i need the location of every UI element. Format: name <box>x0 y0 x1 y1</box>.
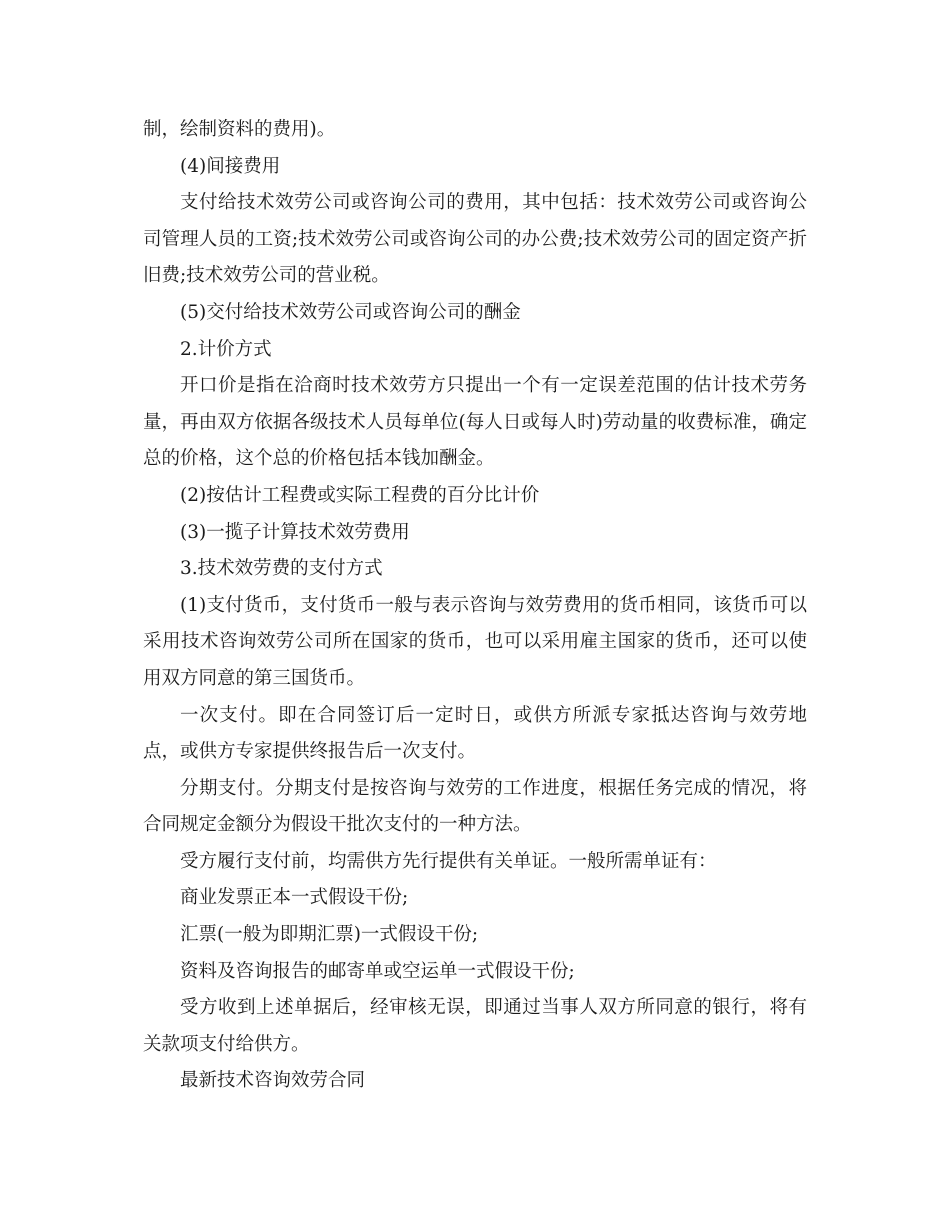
paragraph-remuneration-heading: (5)交付给技术效劳公司或咨询公司的酬金 <box>180 301 521 323</box>
paragraph-bank-payment: 受方收到上述单据后，经审核无误，即通过当事人双方所同意的银行，将有关款项支付给供方。 <box>143 997 807 1055</box>
document-body <box>143 112 807 1100</box>
paragraph-indirect-cost-detail: 支付给技术效劳公司或咨询公司的费用，其中包括：技术效劳公司或咨询公司管理人员的工资;技术效劳公司或咨询公司的办公费;技术效劳公司的固定资产折旧费;技术效劳公司的营业税。 <box>143 192 807 287</box>
paragraph-documents-required: 受方履行支付前，均需供方先行提供有关单证。一般所需单证有： <box>180 850 717 872</box>
paragraph-open-price: 开口价是指在洽商时技术效劳方只提出一个有一定误差范围的估计技术劳务量，再由双方依据各级技术人员每单位(每人日或每人时)劳动量的收费标准，确定总的价格，这个总的价格包括本钱加酬金。 <box>143 375 807 470</box>
paragraph-closing-title: 最新技术咨询效劳合同 <box>180 1070 366 1092</box>
paragraph-payment-currency: (1)支付货币，支付货币一般与表示咨询与效劳费用的货币相同，该货币可以采用技术咨询效劳公司所在国家的货币，也可以采用雇主国家的货币，还可以使用双方同意的第三国货币。 <box>143 594 807 689</box>
paragraph-commercial-invoice: 商业发票正本一式假设干份; <box>180 887 409 909</box>
paragraph-pricing-heading: 2.计价方式 <box>180 338 272 360</box>
paragraph-lump-sum: (3)一揽子计算技术效劳费用 <box>180 521 410 543</box>
paragraph-continuation: 制，绘制资料的费用)。 <box>143 119 336 140</box>
paragraph-single-payment: 一次支付。即在合同签订后一定时日，或供方所派专家抵达咨询与效劳地点，或供方专家提供终报告后一次支付。 <box>143 704 807 763</box>
paragraph-indirect-cost-heading: (4)间接费用 <box>180 155 281 177</box>
paragraph-shipping-receipt: 资料及咨询报告的邮寄单或空运单一式假设干份; <box>180 960 575 982</box>
paragraph-bill-of-exchange: 汇票(一般为即期汇票)一式假设干份; <box>180 924 479 946</box>
paragraph-percentage-pricing: (2)按估计工程费或实际工程费的百分比计价 <box>180 484 540 506</box>
paragraph-payment-heading: 3.技术效劳费的支付方式 <box>180 558 383 580</box>
paragraph-installment-payment: 分期支付。分期支付是按咨询与效劳的工作进度，根据任务完成的情况，将合同规定金额分为假设干批次支付的一种方法。 <box>143 777 807 836</box>
